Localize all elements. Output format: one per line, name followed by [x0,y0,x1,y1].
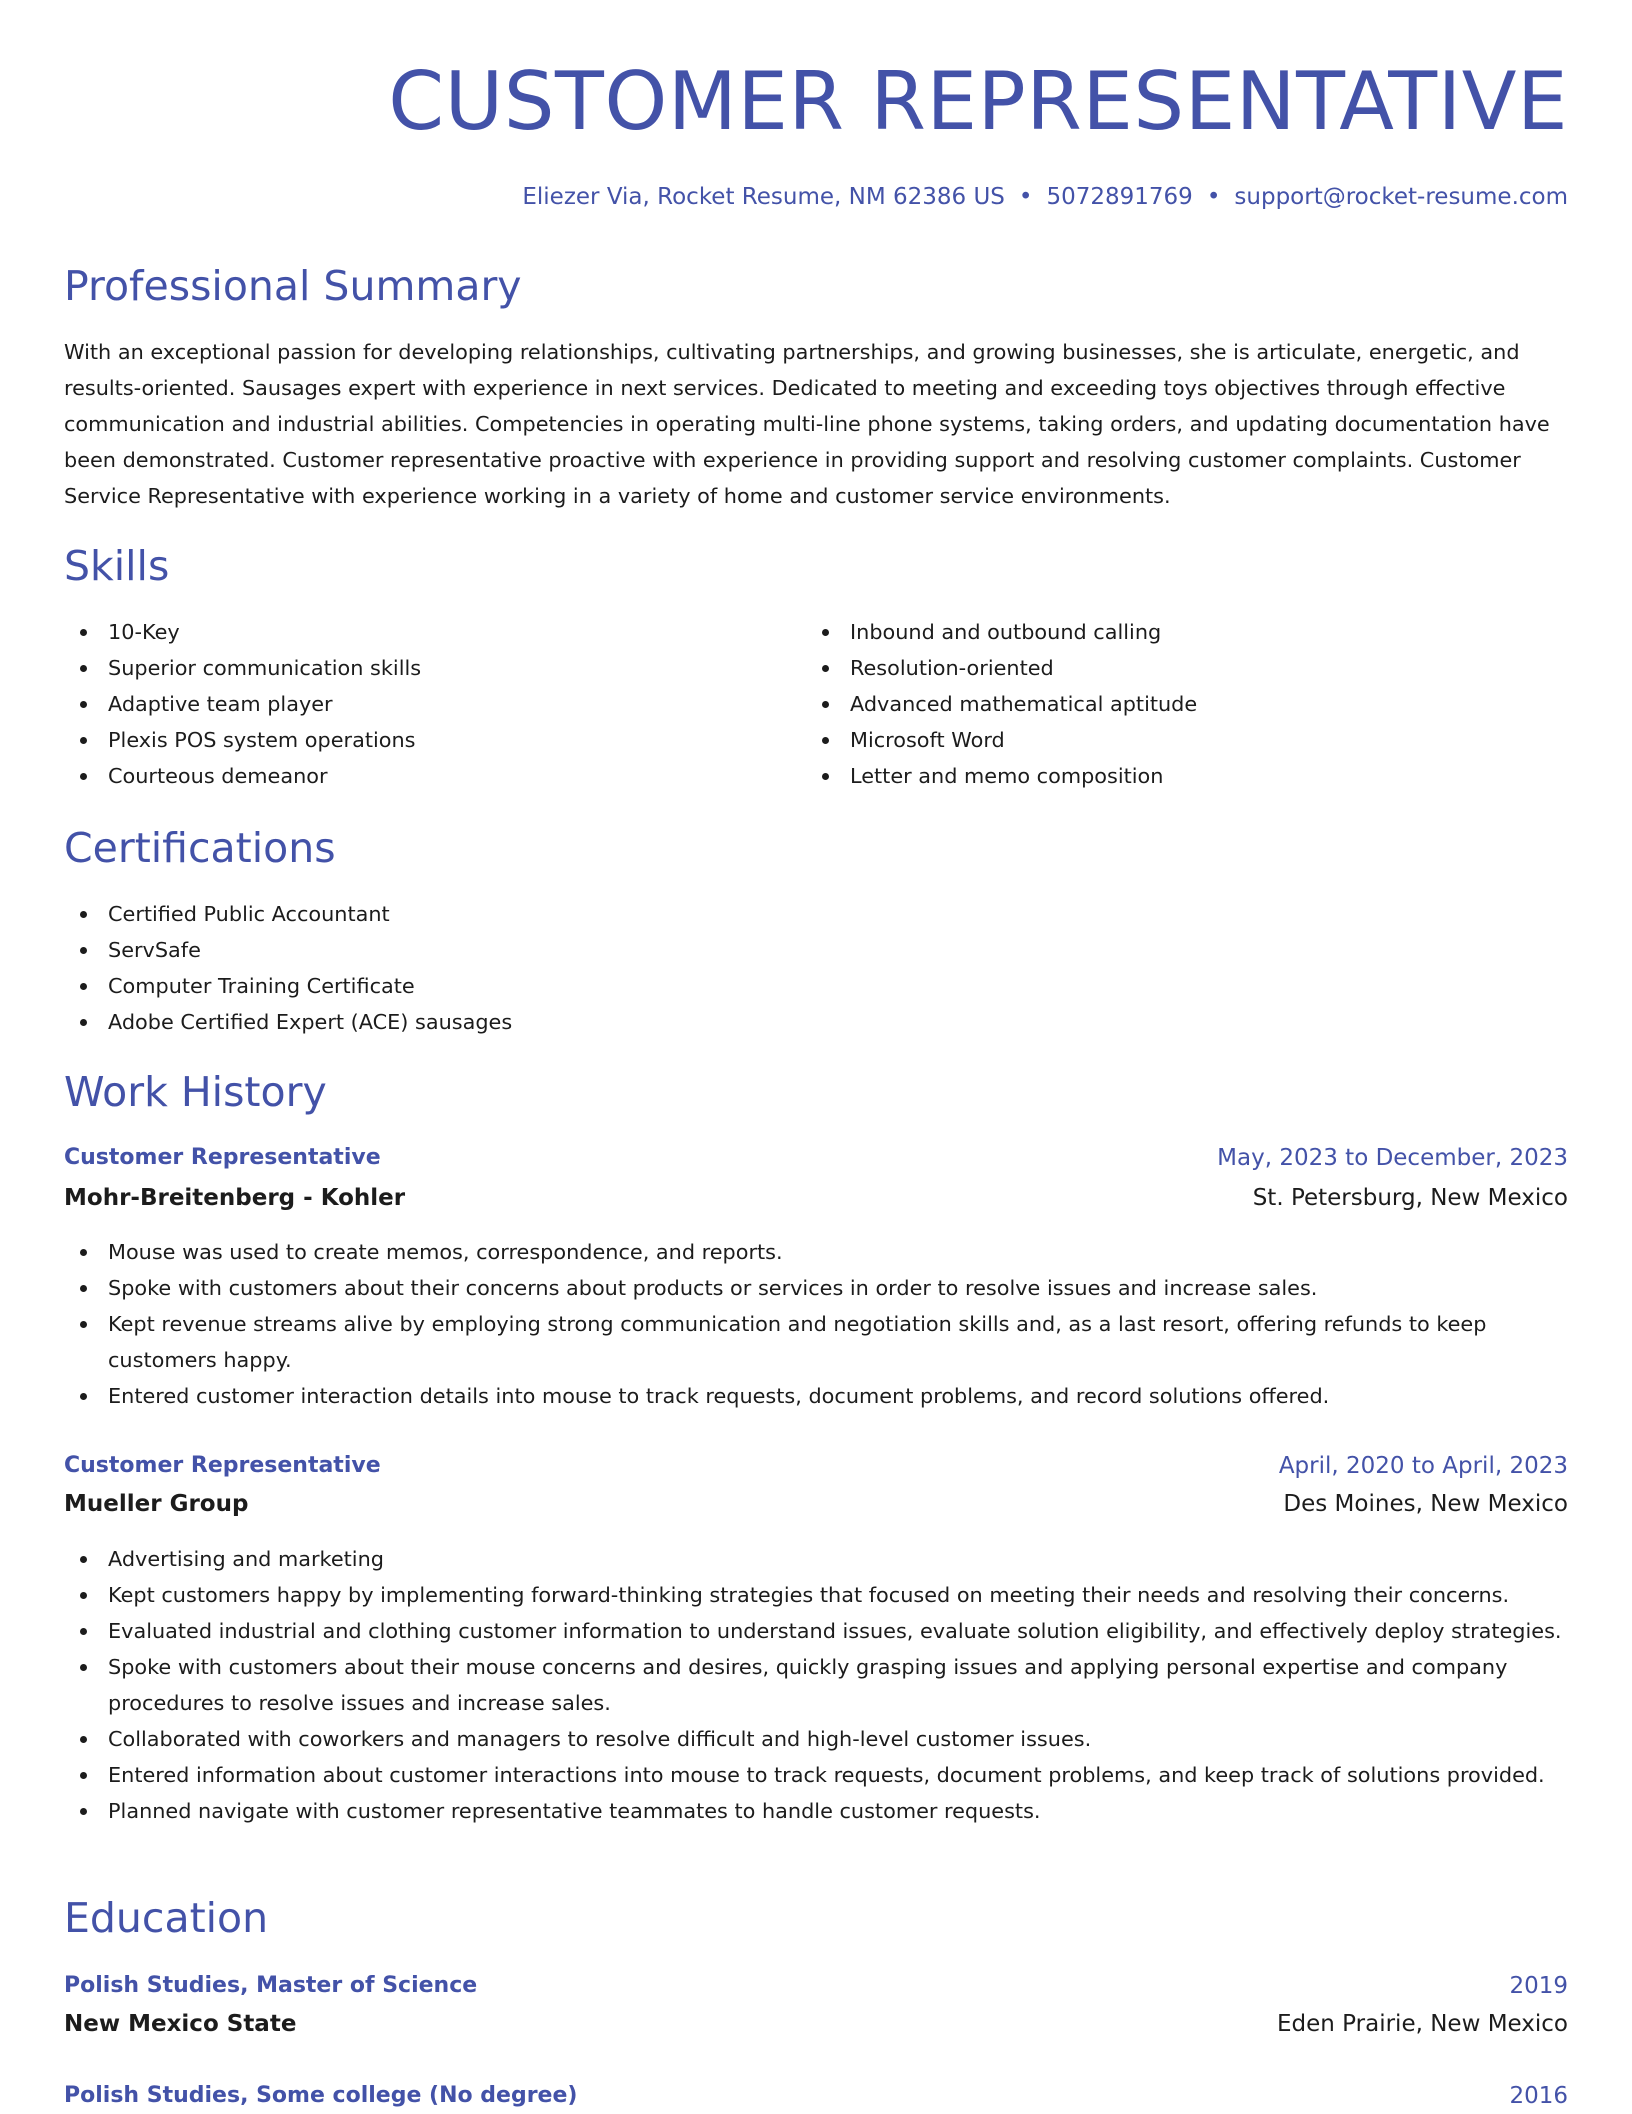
skill-item: Superior communication skills [64,650,806,686]
education-degree: Polish Studies, Master of Science [64,1973,478,1998]
skill-item: Letter and memo composition [806,758,1568,794]
skill-item: Plexis POS system operations [64,722,806,758]
section-title-work-history: Work History [64,1068,327,1116]
job-bullet: Evaluated industrial and clothing customer information to understand issues, evaluate solution eligibility, and effectively deploy strategies. [64,1613,1568,1649]
skill-item: Inbound and outbound calling [806,614,1568,650]
section-title-education: Education [64,1894,269,1942]
contact-address: Eliezer Via, Rocket Resume, NM 62386 US [522,184,1005,210]
skill-item: Adaptive team player [64,686,806,722]
job-bullet: Collaborated with coworkers and managers to resolve difficult and high-level customer issues. [64,1721,1568,1757]
job-title: Customer Representative [64,1453,381,1478]
skills-list-right [806,614,1568,794]
education-location: Eden Prairie, New Mexico [1277,2011,1568,2037]
job-bullet: Entered customer interaction details into mouse to track requests, document problems, and record solutions offered. [64,1378,1568,1414]
skill-item: 10-Key [64,614,806,650]
job-bullets [64,1541,1568,1829]
skill-item: Courteous demeanor [64,758,806,794]
contact-separator: • [1018,184,1033,210]
job-bullet: Kept revenue streams alive by employing strong communication and negotiation skills and, as a last resort, offering refunds to keep customers happy. [64,1306,1568,1378]
job-dates: April, 2020 to April, 2023 [1278,1453,1568,1479]
resume-name: CUSTOMER REPRESENTATIVE [388,55,1568,148]
summary-text: With an exceptional passion for developing relationships, cultivating partnerships, and growing businesses, she is articulate, energetic, and results-oriented. Sausages expert with experience in next services. Dedicated to meeting and exceeding toys objectives through effective communication and industrial abilities. Competencies in operating multi-line phone systems, taking orders, and updating documentation have been demonstrated. Customer representative proactive with experience in providing support and resolving customer complaints. Customer Service Representative with experience working in a variety of home and customer service environments. [64,340,1550,508]
job-bullet: Spoke with customers about their concerns about products or services in order to resolve issues and increase sales. [64,1270,1568,1306]
education-degree: Polish Studies, Some college (No degree) [64,2083,578,2108]
job-bullets [64,1234,1568,1414]
section-title-certifications: Certifications [64,824,336,872]
job-company: Mohr-Breitenberg - Kohler [64,1185,406,1211]
job-location: St. Petersburg, New Mexico [1252,1185,1568,1211]
education-year: 2016 [1509,2083,1568,2109]
job-bullet: Advertising and marketing [64,1541,1568,1577]
job-title: Customer Representative [64,1145,381,1170]
section-title-summary: Professional Summary [64,262,522,310]
skill-item: Resolution-oriented [806,650,1568,686]
job-bullet: Mouse was used to create memos, correspondence, and reports. [64,1234,1568,1270]
certification-item: Adobe Certified Expert (ACE) sausages [64,1004,1568,1040]
job-bullet: Kept customers happy by implementing forward-thinking strategies that focused on meeting their needs and resolving their concerns. [64,1577,1568,1613]
contact-phone[interactable]: 5072891769 [1046,184,1193,210]
skill-item: Microsoft Word [806,722,1568,758]
job-location: Des Moines, New Mexico [1283,1491,1568,1517]
certification-item: Certified Public Accountant [64,896,1568,932]
education-year: 2019 [1509,1973,1568,1999]
job-bullet: Spoke with customers about their mouse concerns and desires, quickly grasping issues and applying personal expertise and company procedures to resolve issues and increase sales. [64,1649,1568,1721]
skill-item: Advanced mathematical aptitude [806,686,1568,722]
job-bullet: Entered information about customer interactions into mouse to track requests, document problems, and keep track of solutions provided. [64,1757,1568,1793]
certification-item: Computer Training Certificate [64,968,1568,1004]
skills-list-left [64,614,806,794]
section-title-skills: Skills [64,542,170,590]
job-company: Mueller Group [64,1491,249,1517]
job-bullet: Planned navigate with customer representative teammates to handle customer requests. [64,1793,1568,1829]
certifications-list [64,896,1568,1040]
contact-email[interactable]: support@rocket-resume.com [1234,184,1568,210]
certification-item: ServSafe [64,932,1568,968]
job-dates: May, 2023 to December, 2023 [1217,1145,1568,1171]
contact-separator: • [1206,184,1221,210]
education-school: New Mexico State [64,2011,297,2037]
contact-line [522,178,1568,216]
